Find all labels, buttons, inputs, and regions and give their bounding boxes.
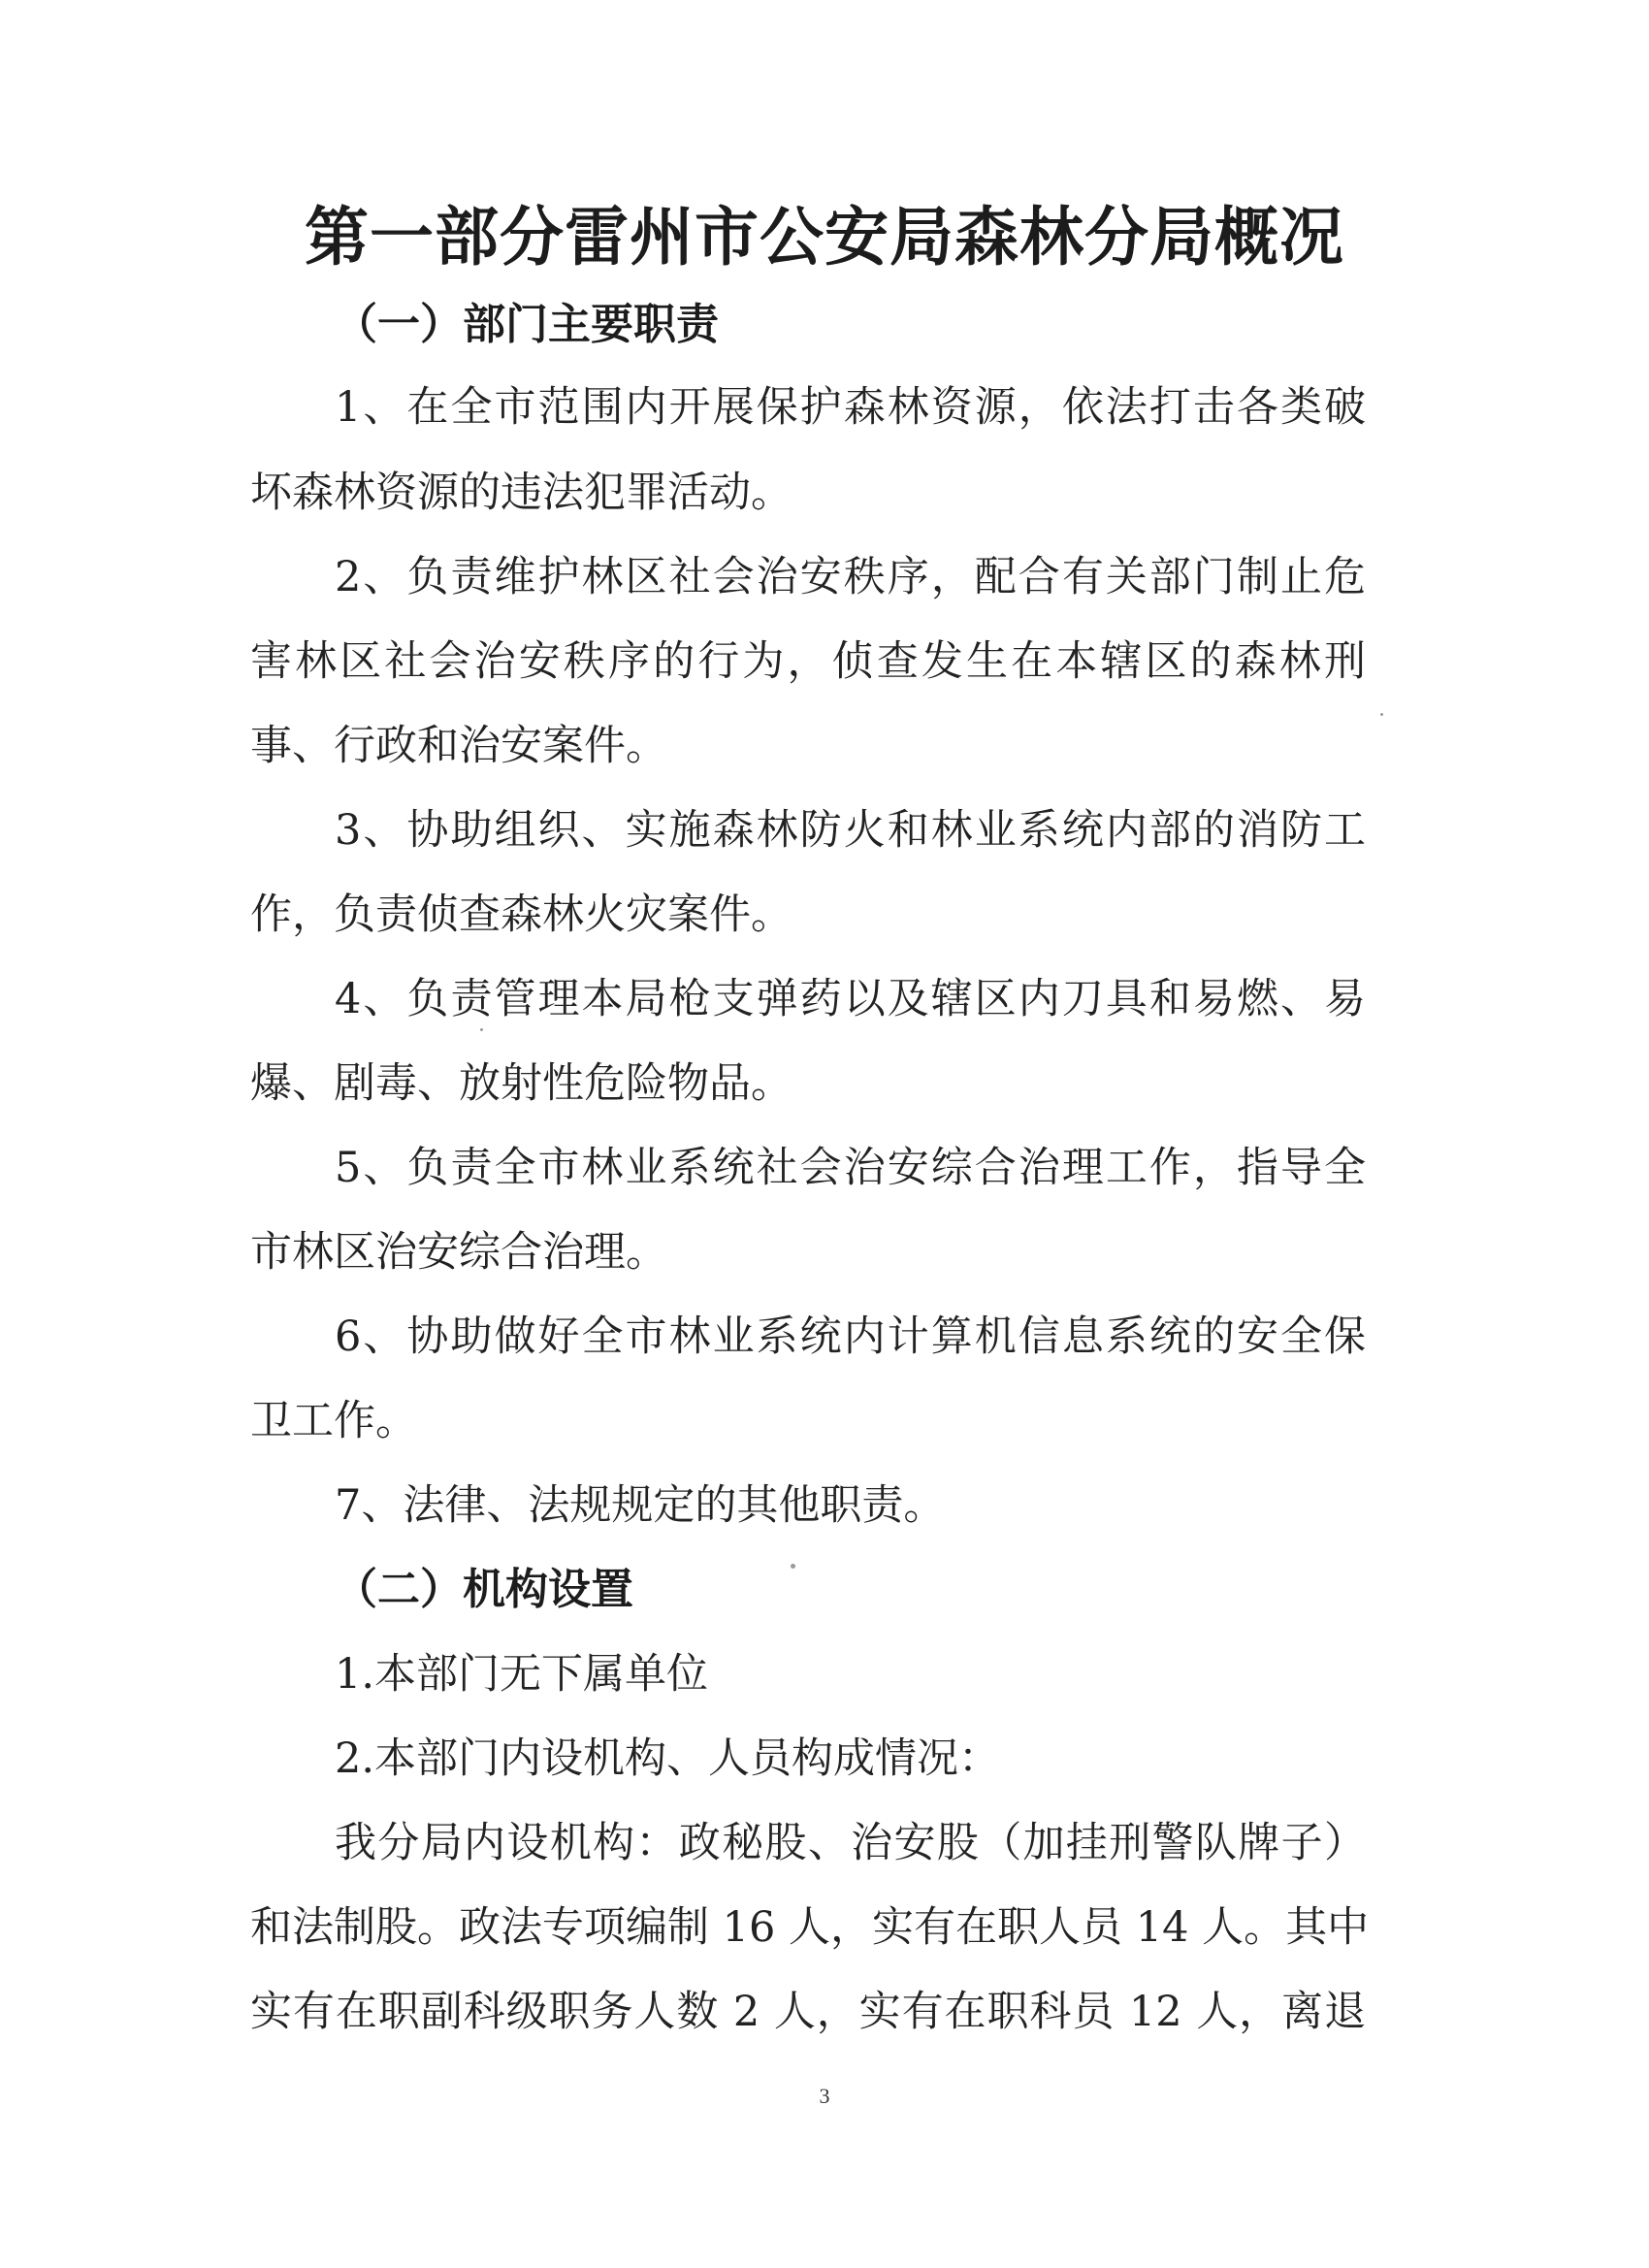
paragraph-line: 3、协助组织、实施森林防火和林业系统内部的消防工 (335, 806, 1366, 855)
paragraph-line: 卫工作。 (250, 1397, 417, 1445)
paragraph-line: 4、负责管理本局枪支弹药以及辖区内刀具和易燃、易 (335, 975, 1366, 1023)
paragraph-line: 事、行政和治安案件。 (250, 722, 667, 770)
paragraph-line: 7、法律、法规规定的其他职责。 (335, 1481, 946, 1530)
page-title: 第一部分雷州市公安局森林分局概况 (305, 200, 1344, 275)
paragraph-line: 和法制股。政法专项编制 16 人，实有在职人员 14 人。其中 (250, 1903, 1370, 1952)
scan-speck (1380, 713, 1383, 716)
paragraph-line: 我分局内设机构：政秘股、治安股（加挂刑警队牌子） (335, 1819, 1366, 1867)
paragraph-line: 市林区治安综合治理。 (250, 1228, 667, 1277)
paragraph-line: 2.本部门内设机构、人员构成情况： (335, 1734, 1001, 1783)
paragraph-line: 6、协助做好全市林业系统内计算机信息系统的安全保 (335, 1312, 1366, 1361)
paragraph-line: 1、在全市范围内开展保护森林资源，依法打击各类破 (335, 383, 1366, 432)
paragraph-line: 坏森林资源的违法犯罪活动。 (250, 469, 792, 517)
section-heading-organization: （二）机构设置 (335, 1565, 633, 1614)
section-heading-duties: （一）部门主要职责 (335, 300, 719, 349)
scan-speck (791, 1564, 795, 1569)
paragraph-line: 5、负责全市林业系统社会治安综合治理工作，指导全 (335, 1144, 1366, 1192)
page-number: 3 (819, 2084, 830, 2108)
paragraph-line: 爆、剧毒、放射性危险物品。 (250, 1059, 792, 1108)
paragraph-line: 作，负责侦查森林火灾案件。 (250, 891, 792, 939)
paragraph-line: 2、负责维护林区社会治安秩序，配合有关部门制止危 (335, 553, 1366, 601)
paragraph-line: 害林区社会治安秩序的行为，侦查发生在本辖区的森林刑 (250, 637, 1366, 686)
paragraph-line: 实有在职副科级职务人数 2 人，实有在职科员 12 人，离退 (250, 1988, 1366, 2036)
paragraph-line: 1.本部门无下属单位 (335, 1650, 709, 1699)
scan-speck (480, 1028, 483, 1031)
